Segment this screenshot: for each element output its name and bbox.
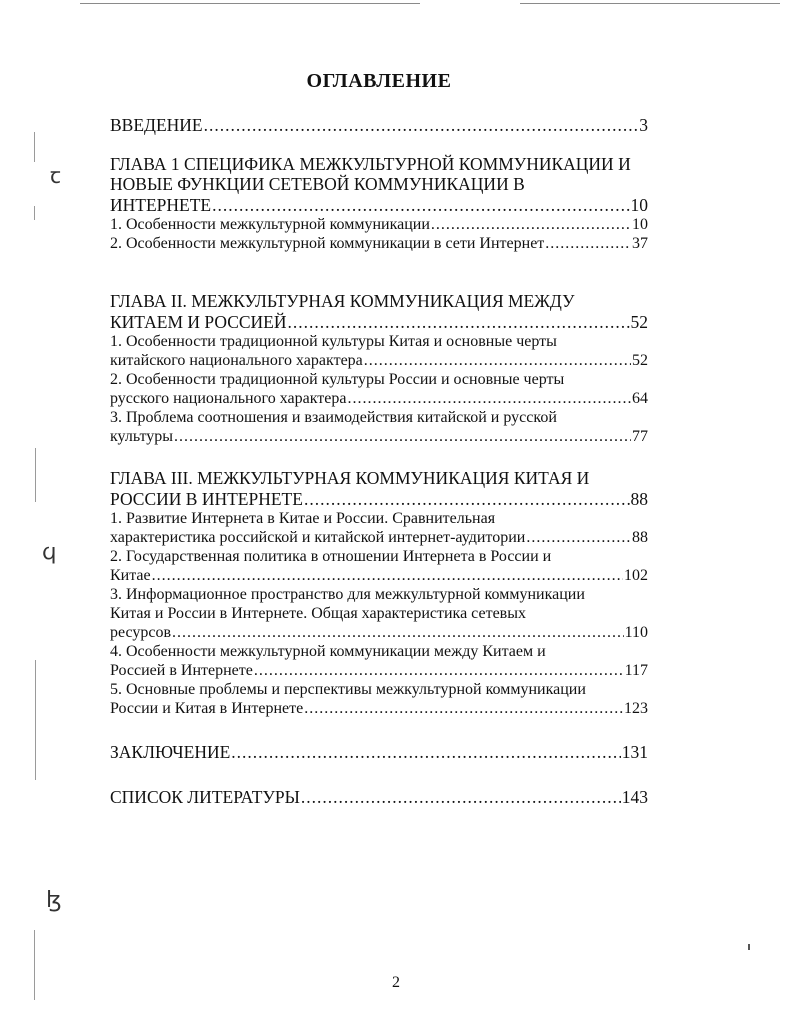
scan-margin-mark: [34, 206, 35, 220]
scan-dot: [748, 944, 750, 950]
toc-entry-bibliography: [110, 787, 648, 808]
page-title: ОГЛАВЛЕНИЕ: [306, 70, 452, 92]
toc-section-item: [110, 370, 648, 408]
scan-top-rule-left: [80, 3, 420, 4]
toc-section-item: [110, 509, 648, 547]
leader-dots: [431, 215, 631, 234]
chapter-block: [110, 154, 648, 254]
section-title-label: русского национального характера: [110, 390, 347, 407]
toc-entry-conclusion: [110, 742, 648, 763]
toc-section-item: [110, 332, 648, 370]
section-title-line: 5. Основные проблемы и перспективы межкультурной коммуникации: [110, 681, 586, 698]
scan-top-rule-right: [520, 3, 780, 4]
section-title-line: 3. Информационное пространство для межкультурной коммуникации: [110, 586, 585, 603]
section-title-line: 2. Особенности традиционной культуры России и основные черты: [110, 371, 565, 388]
scan-margin-mark: [35, 660, 36, 780]
toc-page-number: 131: [621, 742, 648, 762]
section-title-label: культуры: [110, 428, 174, 445]
toc-page-number: 10: [632, 216, 648, 233]
toc-page-number: 37: [632, 235, 648, 252]
handwritten-mark-icon: ꞇ: [50, 164, 61, 189]
section-entry: [110, 566, 648, 585]
chapter-heading-entry: [110, 312, 648, 333]
toc-page-number: 52: [632, 352, 648, 369]
chapter-heading-line: ГЛАВА III. МЕЖКУЛЬТУРНАЯ КОММУНИКАЦИЯ КИТАЯ И: [110, 468, 590, 488]
section-title-label: характеристика российской и китайской интернет-аудитории: [110, 529, 526, 546]
chapter-heading-line: ГЛАВА II. МЕЖКУЛЬТУРНАЯ КОММУНИКАЦИЯ МЕЖДУ: [110, 291, 575, 311]
toc-page-number: 64: [632, 390, 648, 407]
chapter-heading-entry: [110, 489, 648, 510]
section-entry: [110, 234, 648, 253]
section-entry: [110, 661, 648, 680]
toc-page-number: 143: [621, 786, 648, 807]
chapter-heading-entry: [110, 195, 648, 216]
toc-section-item: [110, 547, 648, 585]
toc-page-number: 77: [632, 428, 648, 445]
section-title-line: 1. Развитие Интернета в Китае и России. Сравнительная: [110, 510, 496, 527]
leader-dots: [212, 195, 629, 216]
leader-dots: [254, 661, 624, 680]
section-title-line: Китая и России в Интернете. Общая характеристика сетевых: [110, 605, 526, 622]
leader-dots: [304, 489, 630, 510]
section-title-line: 3. Проблема соотношения и взаимодействия китайской и русской: [110, 409, 557, 426]
leader-dots: [364, 351, 631, 370]
section-title-line: 2. Государственная политика в отношении Интернета в России и: [110, 548, 552, 565]
toc-section-item: [110, 680, 648, 718]
section-entry: [110, 699, 648, 718]
leader-dots: [301, 787, 621, 808]
toc-page-number: 3: [639, 115, 648, 135]
leader-dots: [172, 623, 624, 642]
toc-page-number: 117: [624, 662, 648, 679]
toc-section-item: [110, 408, 648, 446]
toc-page-number: 110: [624, 624, 648, 641]
chapter-list: [110, 154, 648, 719]
toc-page-number: 52: [630, 311, 648, 332]
toc-entry-label: СПИСОК ЛИТЕРАТУРЫ: [110, 786, 300, 807]
section-title-label: Россией в Интернете: [110, 662, 253, 679]
chapter-heading-line: НОВЫЕ ФУНКЦИИ СЕТЕВОЙ КОММУНИКАЦИИ В: [110, 174, 525, 194]
toc-page-number: 10: [630, 194, 648, 215]
toc-section-item: [110, 234, 648, 253]
leader-dots: [152, 566, 623, 585]
section-entry: [110, 528, 648, 547]
toc-section-item: [110, 215, 648, 234]
toc-entry-label: ЗАКЛЮЧЕНИЕ: [110, 742, 231, 762]
toc-section-item: [110, 642, 648, 680]
section-title-line: 1. Особенности традиционной культуры Китая и основные черты: [110, 333, 557, 350]
chapter-heading-label: КИТАЕМ И РОССИЕЙ: [110, 311, 287, 332]
section-title-line: 4. Особенности межкультурной коммуникации между Китаем и: [110, 643, 546, 660]
handwritten-mark-icon: ɮ: [46, 888, 62, 913]
section-title-label: китайского национального характера: [110, 352, 363, 369]
section-entry: [110, 389, 648, 408]
leader-dots: [174, 427, 631, 446]
leader-dots: [545, 234, 631, 253]
section-entry: [110, 215, 648, 234]
section-entry: [110, 351, 648, 370]
leader-dots: [347, 389, 631, 408]
chapter-block: [110, 468, 648, 718]
section-title-label: ресурсов: [110, 624, 172, 641]
section-title-label: 2. Особенности межкультурной коммуникации в сети Интернет: [110, 235, 545, 252]
chapter-heading-line: ГЛАВА 1 СПЕЦИФИКА МЕЖКУЛЬТУРНОЙ КОММУНИКАЦИИ И: [110, 153, 631, 174]
chapter-block: [110, 291, 648, 446]
toc-page-number: 123: [624, 700, 648, 717]
section-title-label: России и Китая в Интернете: [110, 700, 304, 717]
page-number: 2: [392, 974, 400, 991]
section-title-label: 1. Особенности межкультурной коммуникации: [110, 216, 430, 233]
table-of-contents: [110, 70, 648, 807]
chapter-heading-label: РОССИИ В ИНТЕРНЕТЕ: [110, 488, 303, 509]
toc-page-number: 88: [632, 529, 648, 546]
toc-entry-label: ВВЕДЕНИЕ: [110, 115, 203, 135]
handwritten-mark-icon: ϥ: [42, 540, 57, 565]
section-title-label: Китае: [110, 567, 151, 584]
toc-page-number: 102: [624, 567, 648, 584]
toc-page-number: 88: [630, 488, 648, 509]
leader-dots: [231, 742, 620, 763]
scan-margin-mark: [35, 448, 36, 502]
chapter-heading-label: ИНТЕРНЕТЕ: [110, 194, 212, 215]
toc-entry-introduction: [110, 115, 648, 136]
leader-dots: [288, 312, 630, 333]
leader-dots: [526, 528, 631, 547]
section-entry: [110, 623, 648, 642]
scan-margin-mark: [34, 132, 35, 162]
toc-section-item: [110, 585, 648, 642]
section-entry: [110, 427, 648, 446]
leader-dots: [204, 115, 639, 136]
leader-dots: [304, 699, 623, 718]
